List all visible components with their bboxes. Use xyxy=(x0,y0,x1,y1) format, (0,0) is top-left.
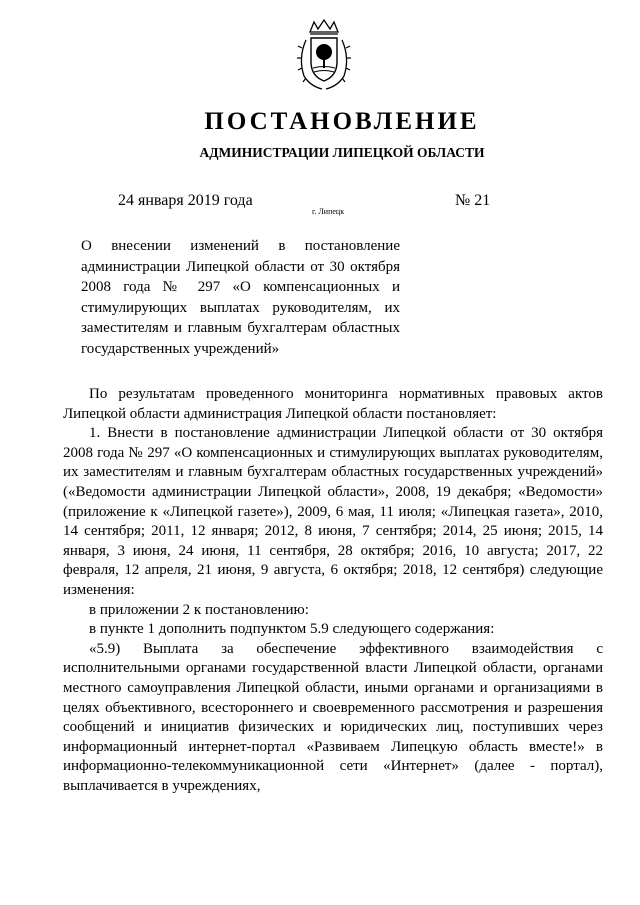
document-subtitle: АДМИНИСТРАЦИИ ЛИПЕЦКОЙ ОБЛАСТИ xyxy=(199,145,485,160)
body-paragraph: в приложении 2 к постановлению: xyxy=(89,601,309,618)
body-paragraph: По результатам проведенного мониторинга нормативных правовых актов Липецкой области администрация Липецкой области постановляет: xyxy=(63,386,603,422)
document-title: ПОСТАНОВЛЕНИЕ xyxy=(204,108,480,135)
document-number: № 21 xyxy=(455,192,491,209)
document-city: г. Липецк xyxy=(312,207,345,216)
document-date: 24 января 2019 года xyxy=(118,192,253,209)
document-body xyxy=(63,385,603,796)
body-paragraph: «5.9) Выплата за обеспечение эффективного взаимодействия с исполнительными органами государственной власти Липецкой области, органами местного самоуправления Липецкой области, иными органами и организациями в целях объективного, всестороннего и своевременного рассмотрения и разрешения сообщений и инициатив физических и юридических лиц, поступивших через информационный интернет-портал «Развиваем Липецкую область вместе!» в информационно-телекоммуникационной сети «Интернет» (далее - портал), выплачивается в учреждениях, xyxy=(63,640,603,794)
body-paragraph: в пункте 1 дополнить подпунктом 5.9 следующего содержания: xyxy=(89,621,495,638)
document-subject: О внесении изменений в постановление администрации Липецкой области от 30 октября 2008 года № 297 «О компенсационных и стимулирующих выплатах руководителям, их заместителям и главным бухгалтерам областных государственных учреждений» xyxy=(81,238,400,357)
coat-of-arms-icon xyxy=(296,18,352,92)
body-paragraph: 1. Внести в постановление администрации Липецкой области от 30 октября 2008 года № 297 «О компенсационных и стимулирующих выплатах руководителям, их заместителям и главным бухгалтерам областных государственных учреждений» («Ведомости администрации Липецкой области», 2008, 19 декабря; «Ведомости» (приложение к «Липецкой газете»), 2009, 6 мая, 11 июля; «Липецкая газета», 2010, 14 сентября; 2011, 12 января; 2012, 8 июня, 7 сентября; 2014, 25 июня; 2015, 14 января, 3 июня, 24 июня, 11 сентября, 28 октября; 2016, 10 августа; 2017, 22 февраля, 12 апреля, 21 июня, 9 августа, 6 октября; 2018, 12 сентября) следующие изменения: xyxy=(63,425,603,598)
